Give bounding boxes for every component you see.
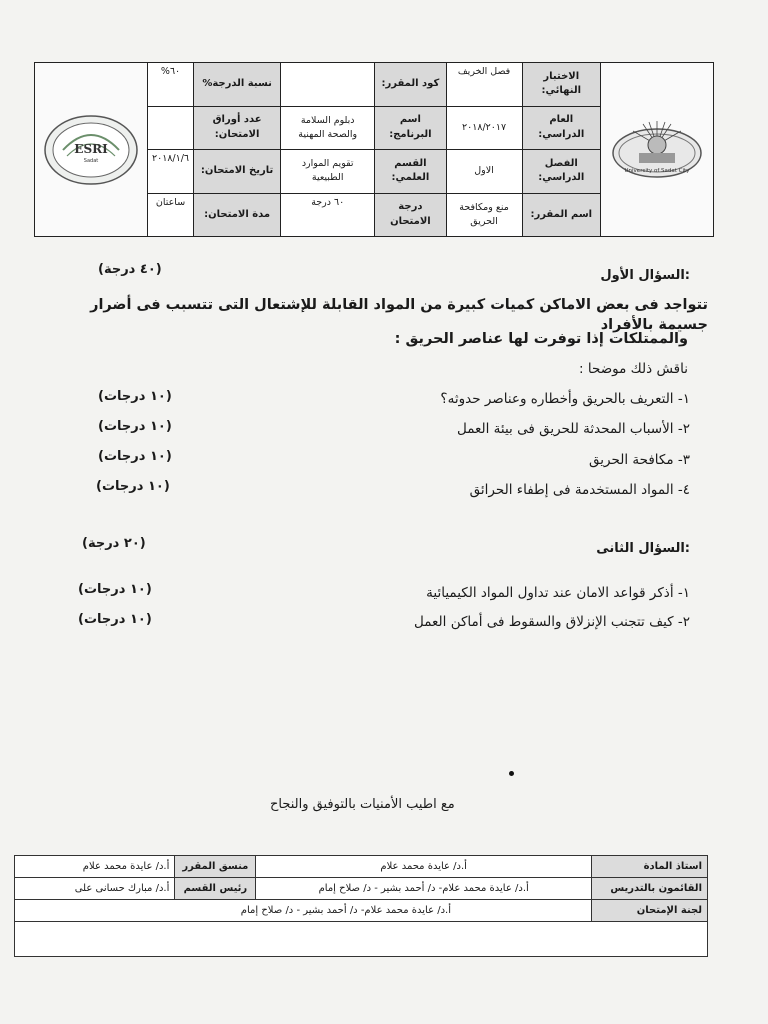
duration-value: ساعتان [148, 193, 194, 237]
q2-item-1-marks: (١٠ درجات) [78, 582, 152, 597]
footer-blank-row [15, 922, 708, 957]
q2-item-1: ١- أذكر قواعد الامان عند تداول المواد الكيميائية [426, 585, 690, 601]
stray-dot [509, 771, 514, 776]
q2-item-2: ٢- كيف تتجنب الإنزلاق والسقوط فى أماكن العمل [414, 614, 690, 630]
head-label: رئيس القسم [175, 878, 256, 900]
sheets-value [148, 106, 194, 150]
left-logo-text: ESRI [74, 141, 108, 156]
academic-year-label: العام الدراسي: [522, 106, 600, 150]
q1-item-2: ٢- الأسباب المحدثة للحريق فى بيئة العمل [456, 421, 690, 437]
head-value: أ.د/ مبارك حسانى على [15, 878, 175, 900]
instructor-value: أ.د/ عايدة محمد علام [256, 856, 592, 878]
coordinator-value: أ.د/ عايدة محمد علام [15, 856, 175, 878]
grade-pct-label: نسبة الدرجة% [194, 63, 281, 107]
left-logo-subtext: Sadat [83, 157, 99, 164]
exam-grade-value: ٦٠ درجة [281, 193, 375, 237]
program-label: اسم البرنامج: [375, 106, 446, 150]
instructor-label: استاذ المادة [592, 856, 708, 878]
sheets-label: عدد أوراق الامتحان: [194, 106, 281, 150]
semester-value: الاول [446, 150, 522, 194]
committee-label: لجنة الإمتحان [592, 900, 708, 922]
institute-logo-cell [35, 63, 148, 237]
semester-label: الفصل الدراسي: [522, 150, 600, 194]
closing-wishes: مع اطيب الأمنيات بالتوفيق والنجاح [270, 797, 455, 812]
q1-item-2-marks: (١٠ درجات) [98, 419, 172, 434]
course-code-label: كود المقرر: [375, 63, 446, 107]
teachers-value: أ.د/ عايدة محمد علام- د/ أحمد بشير - د/ صلاح إمام [256, 878, 592, 900]
exam-type-label: الاختبار النهائي: [522, 63, 600, 107]
staff-footer-table [14, 855, 708, 957]
university-logo-icon [609, 111, 705, 189]
q1-item-1-marks: (١٠ درجات) [98, 389, 172, 404]
q1-item-4: ٤- المواد المستخدمة فى إطفاء الحرائق [469, 482, 690, 498]
q1-instruction: ناقش ذلك موضحا : [579, 361, 688, 377]
q1-item-1: ١- التعريف بالحريق وأخطاره وعناصر حدوثه؟ [440, 391, 690, 407]
q2-marks: (٢٠ درجة) [82, 536, 146, 551]
course-code-value [281, 63, 375, 107]
course-name-value: منع ومكافحة الحريق [446, 193, 522, 237]
teachers-label: القائمون بالتدريس [592, 878, 708, 900]
exam-header-table [34, 62, 714, 237]
right-logo-text: University of Sadat City [624, 167, 690, 174]
university-logo-cell [601, 63, 714, 237]
q2-item-2-marks: (١٠ درجات) [78, 612, 152, 627]
q1-item-3: ٣- مكافحة الحريق [589, 452, 690, 468]
institute-logo-icon [41, 110, 141, 190]
course-name-label: اسم المقرر: [522, 193, 600, 237]
q1-prompt-line2: والممتلكات إذا توفرت لها عناصر الحريق : [394, 331, 688, 347]
q1-item-3-marks: (١٠ درجات) [98, 449, 172, 464]
department-value: تقويم الموارد الطبيعية [281, 150, 375, 194]
academic-year-value: ٢٠١٨/٢٠١٧ [446, 106, 522, 150]
q1-marks: (٤٠ درجة) [98, 262, 162, 277]
program-value: دبلوم السلامة والصحة المهنية [281, 106, 375, 150]
q2-heading: السؤال الثانى: [596, 541, 690, 556]
exam-date-label: تاريخ الامتحان: [194, 150, 281, 194]
q1-item-4-marks: (١٠ درجات) [96, 479, 170, 494]
exam-grade-label: درجة الامتحان [375, 193, 446, 237]
q1-heading: السؤال الأول: [600, 268, 690, 283]
exam-date-value: ٢٠١٨/١/٦ [148, 150, 194, 194]
q1-prompt-line1: تتواجد فى بعض الاماكن كميات كبيرة من المواد القابلة للإشتعال التى تتسبب فى أضرار جسيمة بالأفراد [90, 297, 708, 333]
duration-label: مدة الامتحان: [194, 193, 281, 237]
department-label: القسم العلمي: [375, 150, 446, 194]
committee-value: أ.د/ عايدة محمد علام- د/ أحمد بشير - د/ صلاح إمام [15, 900, 592, 922]
coordinator-label: منسق المقرر [175, 856, 256, 878]
exam-type-value: فصل الخريف [446, 63, 522, 107]
grade-pct-value: ٦٠% [148, 63, 194, 107]
